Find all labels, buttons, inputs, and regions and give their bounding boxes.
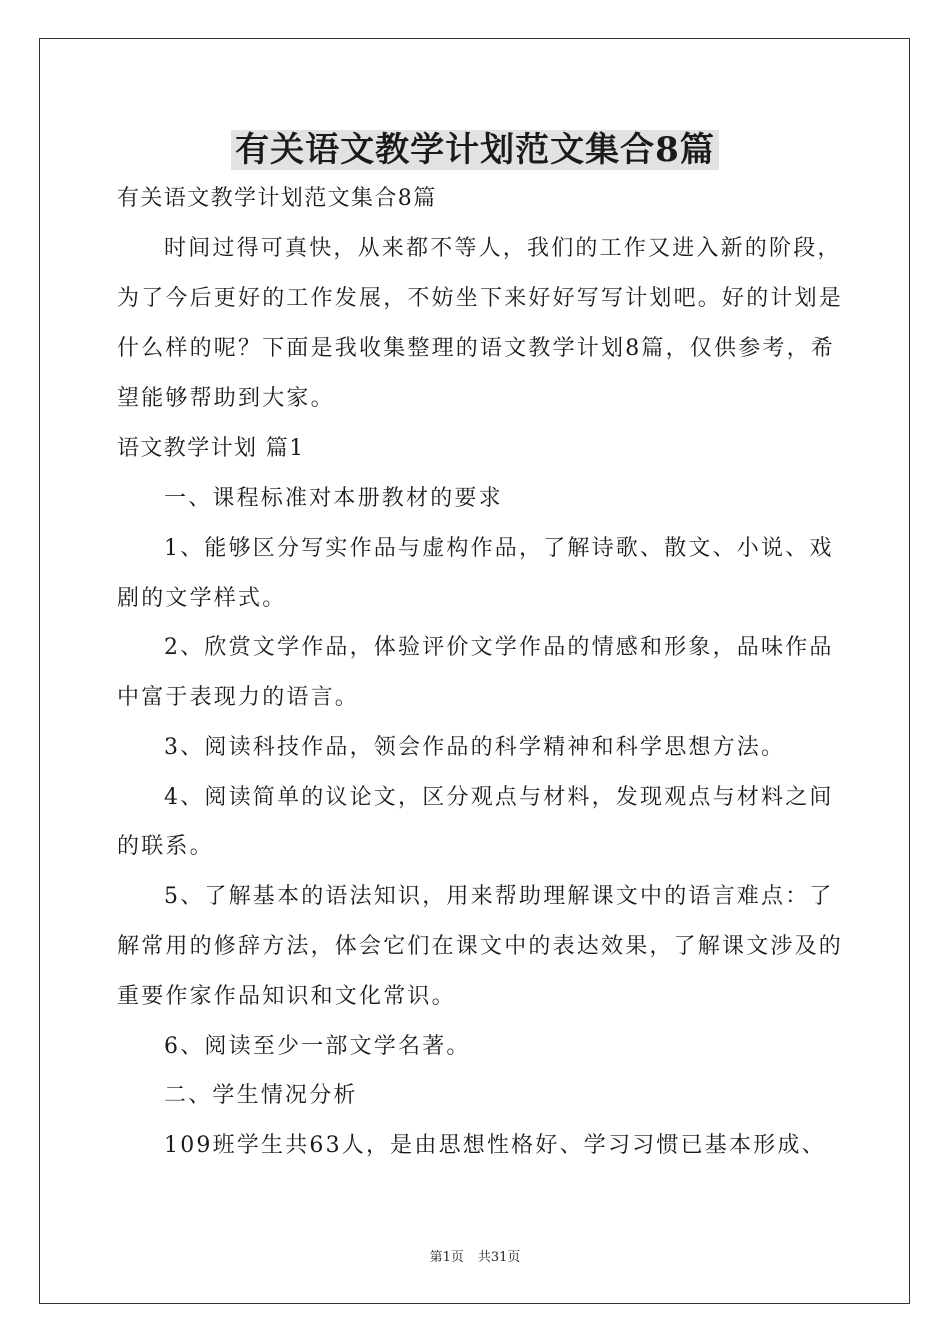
page-total: 共31页 <box>477 1250 521 1265</box>
paragraph-line: 时间过得可真快，从来都不等人，我们的工作又进入新的阶段， <box>164 236 842 261</box>
paragraph-line: 109班学生共63人，是由思想性格好、学习习惯已基本形成、 <box>164 1133 826 1158</box>
paragraph-line: 中富于表现力的语言。 <box>117 685 360 710</box>
page-footer <box>0 1249 950 1267</box>
page-border <box>39 38 910 1304</box>
paragraph-line: 5、了解基本的语法知识，用来帮助理解课文中的语言难点：了 <box>164 884 834 909</box>
paragraph-line: 解常用的修辞方法，体会它们在课文中的表达效果，了解课文涉及的 <box>117 934 844 959</box>
section-heading: 语文教学计划 篇1 <box>117 436 305 461</box>
page-number: 第1页 <box>429 1250 464 1265</box>
paragraph-line: 2、欣赏文学作品，体验评价文学作品的情感和形象，品味作品 <box>164 635 834 660</box>
paragraph-line: 为了今后更好的工作发展，不妨坐下来好好写写计划吧。好的计划是 <box>117 286 844 311</box>
document-title-text: 有关语文教学计划范文集合8篇 <box>231 130 719 170</box>
paragraph-line: 4、阅读简单的议论文，区分观点与材料，发现观点与材料之间 <box>164 785 834 810</box>
paragraph-line: 望能够帮助到大家。 <box>117 386 335 411</box>
document-title <box>0 126 950 174</box>
paragraph-line: 3、阅读科技作品，领会作品的科学精神和科学思想方法。 <box>164 735 786 760</box>
subsection-heading: 一、课程标准对本册教材的要求 <box>164 486 503 511</box>
paragraph-line: 6、阅读至少一部文学名著。 <box>164 1034 471 1059</box>
paragraph-line: 的联系。 <box>117 834 214 859</box>
paragraph-line: 重要作家作品知识和文化常识。 <box>117 984 456 1009</box>
document-subtitle: 有关语文教学计划范文集合8篇 <box>117 186 437 211</box>
subsection-heading: 二、学生情况分析 <box>164 1083 358 1108</box>
paragraph-line: 1、能够区分写实作品与虚构作品，了解诗歌、散文、小说、戏 <box>164 536 834 561</box>
paragraph-line: 剧的文学样式。 <box>117 586 287 611</box>
paragraph-line: 什么样的呢？下面是我收集整理的语文教学计划8篇，仅供参考，希 <box>117 336 835 361</box>
